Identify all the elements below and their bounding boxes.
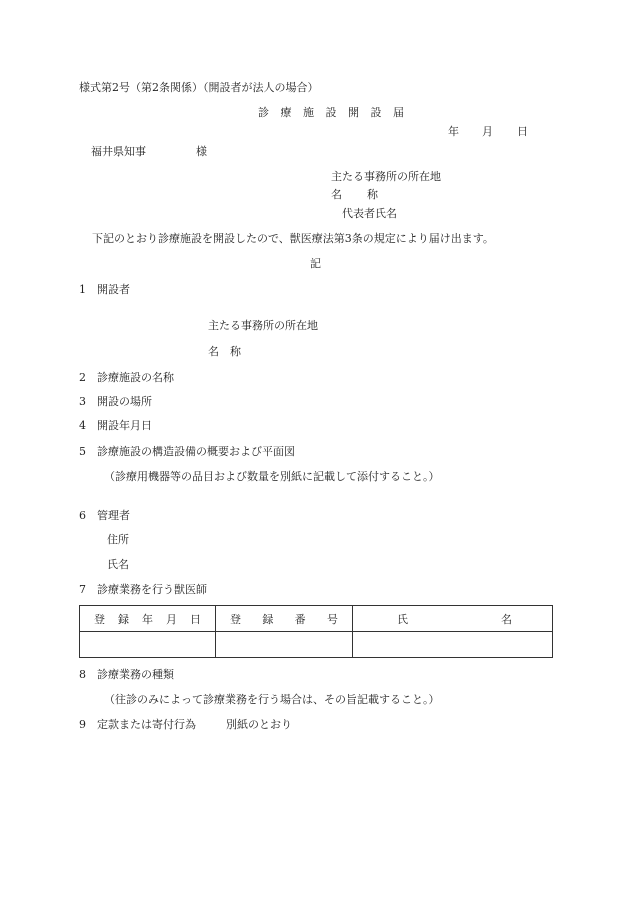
header-reg-date-c5: 日 [190,612,201,626]
item-6-number: 6 [79,509,86,522]
vet-table-header-row [80,606,553,632]
header-registration-number [216,606,353,632]
date-year: 年 [448,125,459,138]
item-9-label: 定款または寄付行為 [97,718,196,731]
header-reg-date-c3: 年 [142,612,153,626]
item-6-name: 氏名 [107,558,129,571]
item-6-label: 管理者 [97,509,130,522]
header-reg-num-c2: 録 [262,612,274,626]
item-3-label: 開設の場所 [97,395,152,408]
item-3-number: 3 [79,395,86,408]
vet-table-row [80,632,553,658]
item-5-note: （診療用機器等の品目および数量を別紙に記載して添付すること。） [104,470,440,483]
cell-registration-number[interactable] [216,632,353,658]
item-1-office-address: 主たる事務所の所在地 [208,319,318,332]
item-5-number: 5 [79,445,86,458]
addressee-name: 福井県知事 [91,145,146,158]
header-name-c2: 名 [501,612,512,626]
cell-registration-date[interactable] [80,632,216,658]
item-1-label: 開設者 [97,283,130,296]
item-7-number: 7 [79,583,86,596]
statement: 下記のとおり診療施設を開設したので、獣医療法第3条の規定により届け出ます。 [92,232,494,245]
header-reg-num-c4: 号 [326,612,338,626]
ki-label: 記 [310,257,321,270]
item-6-address: 住所 [107,533,129,546]
item-4-label: 開設年月日 [97,419,152,432]
header-reg-num-c3: 番 [294,612,306,626]
applicant-office-address: 主たる事務所の所在地 [331,170,441,183]
header-reg-num-c1: 登 [230,612,241,626]
header-name [353,606,553,632]
cell-name[interactable] [353,632,553,658]
item-7-label: 診療業務を行う獣医師 [97,583,207,596]
header-reg-date-c4: 月 [166,612,177,626]
item-8-label: 診療業務の種類 [97,668,174,681]
item-4-number: 4 [79,419,86,432]
header-name-c1: 氏 [397,612,408,626]
item-5-label: 診療施設の構造設備の概要および平面図 [97,445,295,458]
applicant-name-a: 名 [331,188,342,201]
header-registration-date [80,606,216,632]
header-reg-date-c2: 録 [118,612,129,626]
item-2-label: 診療施設の名称 [97,371,174,384]
document-title: 診 療 施 設 開 設 届 [258,106,408,119]
date-day: 日 [517,125,528,138]
item-1-number: 1 [79,283,86,296]
header-reg-date-c1: 登 [94,612,105,626]
applicant-representative: 代表者氏名 [342,207,397,220]
item-2-number: 2 [79,371,86,384]
form-label: 様式第2号（第2条関係）（開設者が法人の場合） [79,81,319,94]
item-1-name: 名 称 [208,345,241,358]
item-8-number: 8 [79,668,86,681]
item-9-number: 9 [79,718,86,731]
addressee-honorific: 様 [196,145,207,158]
date-month: 月 [482,125,493,138]
item-8-note: （往診のみによって診療業務を行う場合は、その旨記載すること。） [104,693,440,706]
vet-table [79,605,553,658]
item-9-value: 別紙のとおり [226,718,292,731]
applicant-name-b: 称 [367,188,378,201]
